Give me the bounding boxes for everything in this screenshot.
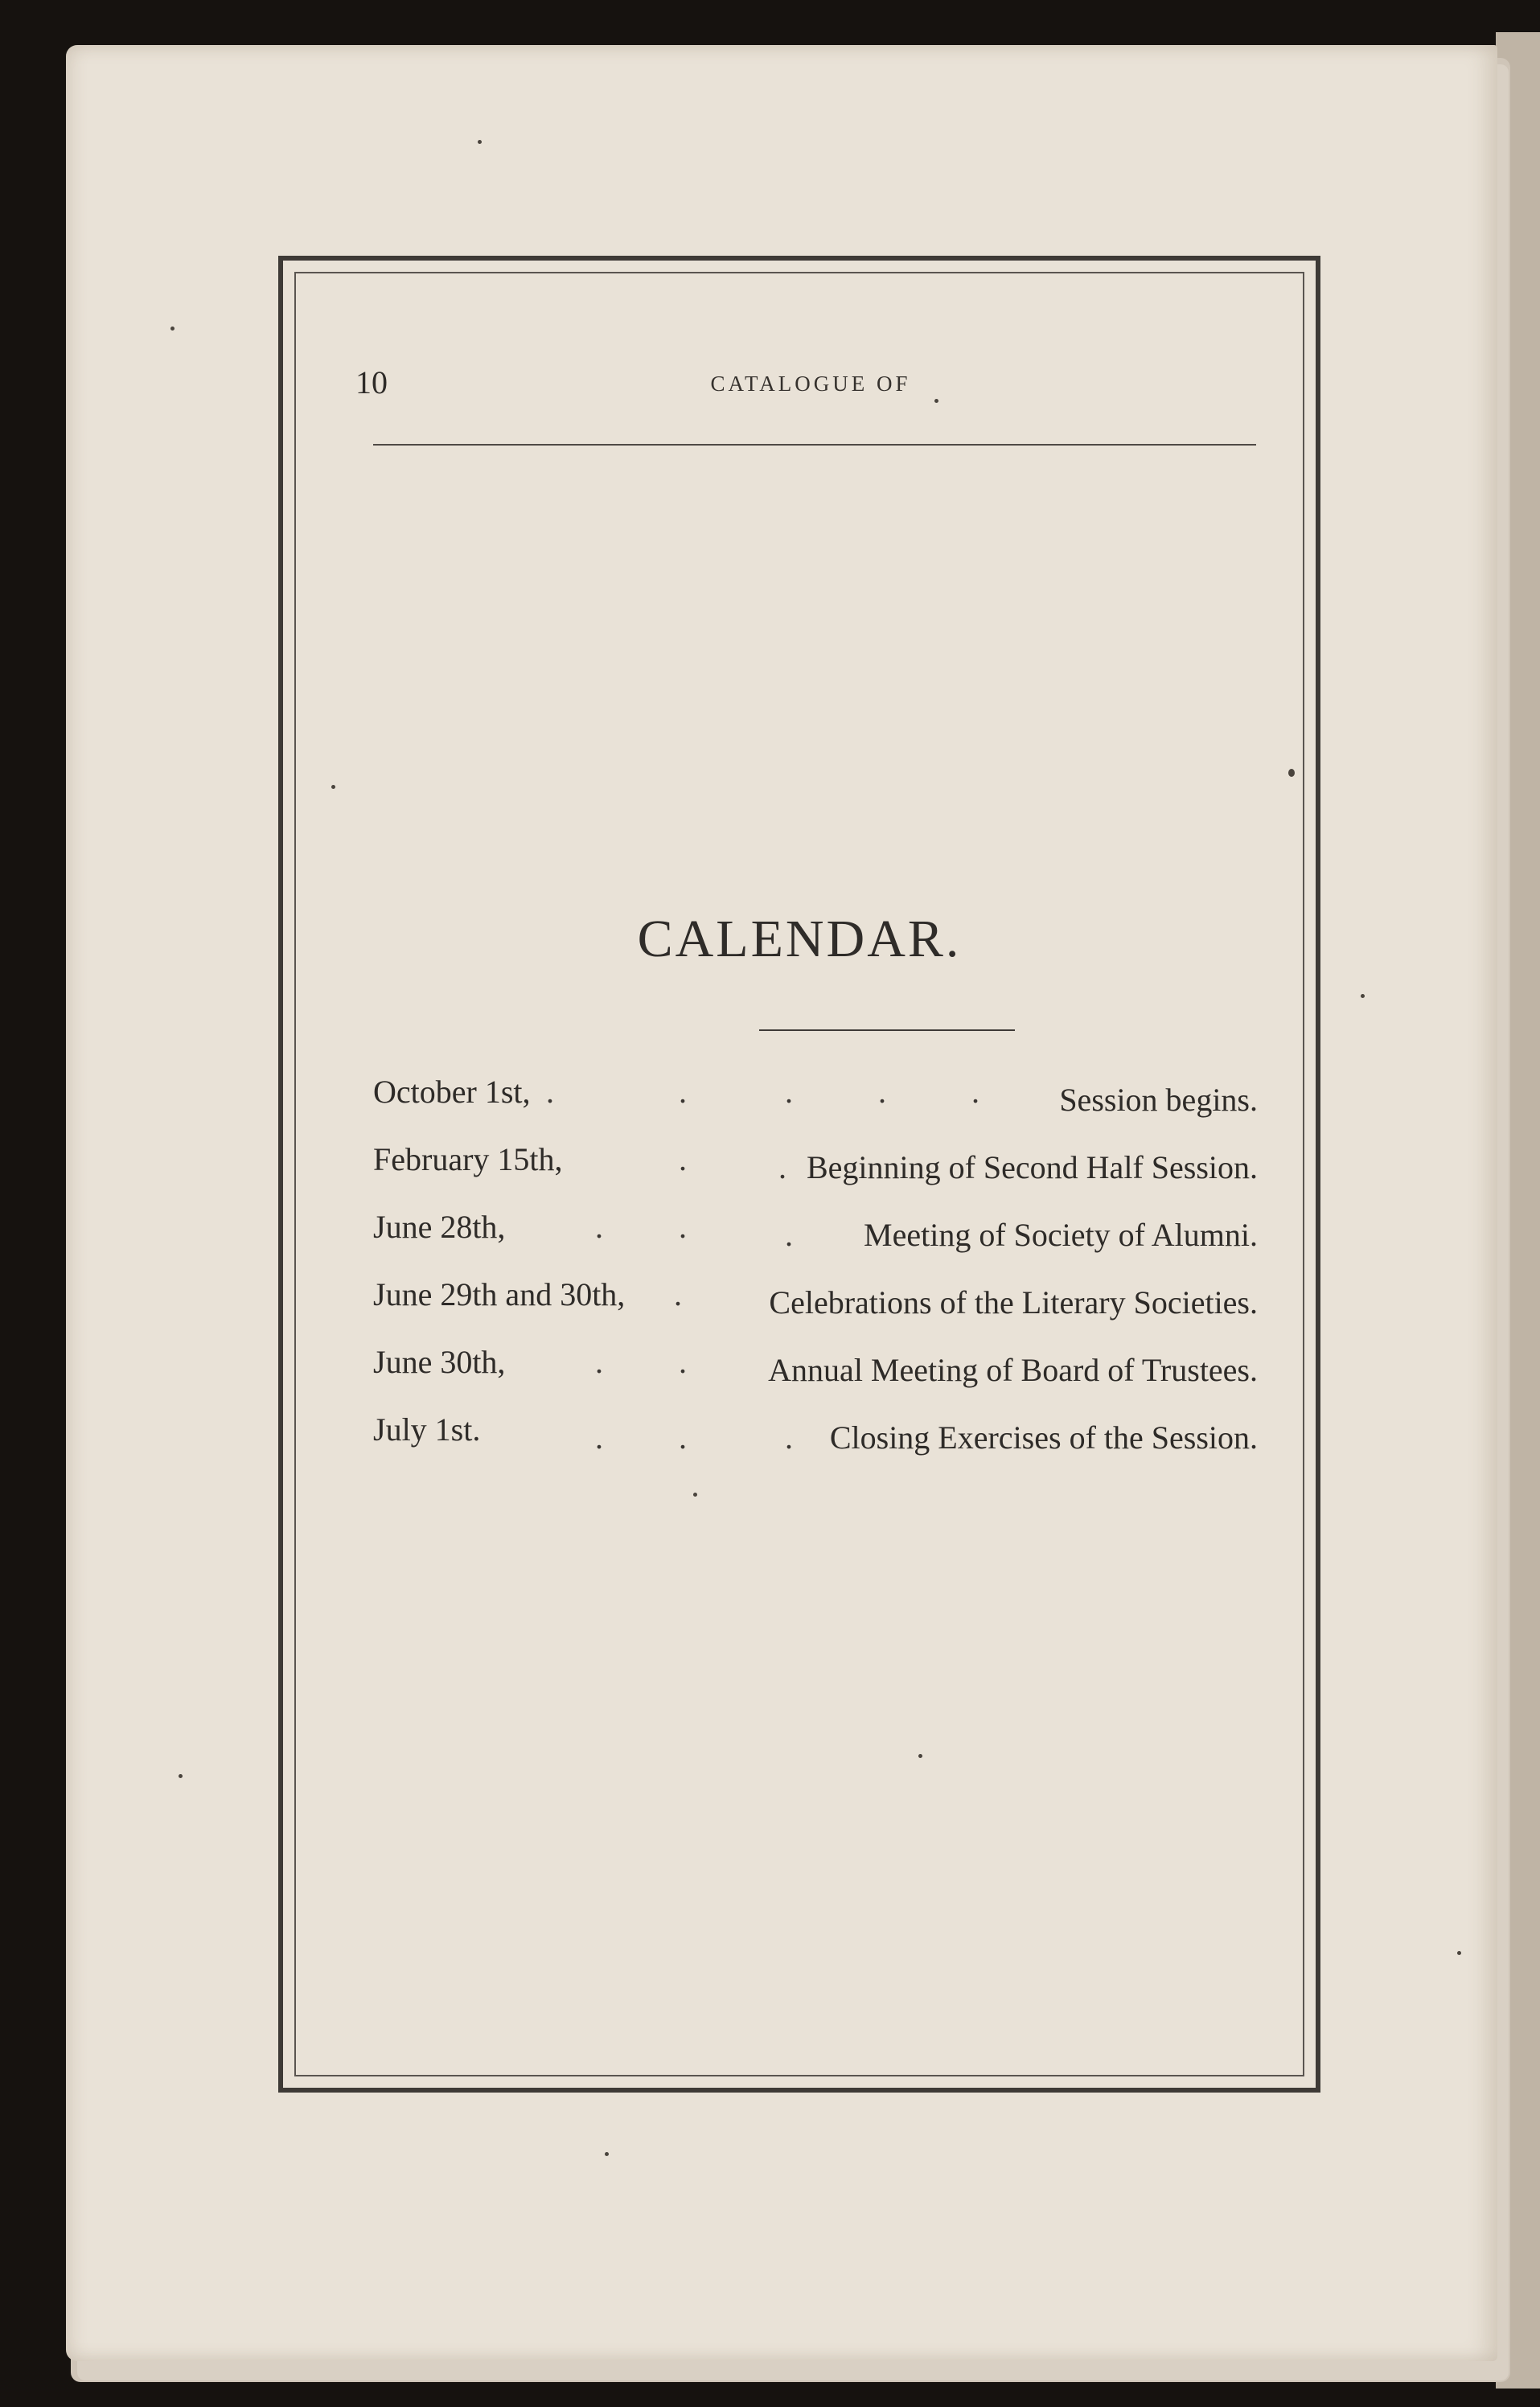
leader-dot: .: [785, 1074, 793, 1110]
calendar-event: Session begins.: [1059, 1082, 1258, 1118]
paper-speck: [918, 1754, 922, 1758]
header-rule: [373, 444, 1256, 446]
paper-speck: [605, 2152, 609, 2156]
paper-speck: [170, 327, 175, 331]
calendar-heading: CALENDAR.: [637, 910, 962, 968]
calendar-date: June 29th and 30th,: [373, 1276, 626, 1312]
leader-dot: .: [595, 1344, 603, 1380]
calendar-date: July 1st.: [373, 1411, 481, 1448]
paper-speck: [934, 399, 938, 403]
calendar-event: Meeting of Society of Alumni.: [864, 1217, 1258, 1253]
leader-dot: .: [679, 1209, 687, 1245]
leader-dot: .: [674, 1276, 682, 1312]
paper-speck: [331, 785, 335, 789]
running-head: [296, 364, 1303, 404]
book-page: [66, 45, 1497, 2361]
leader-dot: .: [679, 1141, 687, 1177]
calendar-list: [373, 1073, 1258, 1478]
calendar-date: February 15th,: [373, 1141, 563, 1177]
leader-dot: .: [785, 1217, 793, 1253]
paper-speck: [1288, 769, 1295, 777]
leader-dot: .: [679, 1344, 687, 1380]
leader-dot: .: [785, 1419, 793, 1456]
calendar-date: June 28th,: [373, 1209, 506, 1245]
calendar-event: Annual Meeting of Board of Trustees.: [768, 1352, 1258, 1388]
calendar-event: Celebrations of the Literary Societies.: [769, 1284, 1258, 1321]
calendar-row: [373, 1411, 1258, 1478]
paper-speck: [478, 140, 482, 144]
paper-speck: [693, 1493, 697, 1497]
paper-speck: [179, 1774, 183, 1778]
running-title: CATALOGUE OF: [710, 372, 911, 396]
leader-dot: .: [546, 1074, 554, 1110]
leader-dot: .: [595, 1419, 603, 1456]
calendar-row: [373, 1208, 1258, 1275]
page-number: 10: [355, 364, 388, 400]
page-border-frame: [278, 256, 1320, 2093]
calendar-row: [373, 1275, 1258, 1343]
calendar-event: Closing Exercises of the Session.: [829, 1419, 1258, 1456]
calendar-date: June 30th,: [373, 1344, 506, 1380]
calendar-row: [373, 1073, 1258, 1140]
leader-dot: .: [971, 1074, 979, 1110]
leader-dot: .: [878, 1074, 886, 1110]
leader-dot: .: [679, 1074, 687, 1110]
calendar-date: October 1st,: [373, 1074, 531, 1110]
leader-dot: .: [679, 1419, 687, 1456]
paper-speck: [1457, 1951, 1461, 1955]
calendar-event: Beginning of Second Half Session.: [806, 1149, 1258, 1185]
leader-dot: .: [778, 1149, 786, 1185]
heading-rule: [759, 1029, 1015, 1031]
leader-dot: .: [595, 1209, 603, 1245]
paper-speck: [1361, 994, 1365, 998]
calendar-row: [373, 1140, 1258, 1208]
page-border-inner: [294, 272, 1304, 2076]
calendar-row: [373, 1343, 1258, 1411]
